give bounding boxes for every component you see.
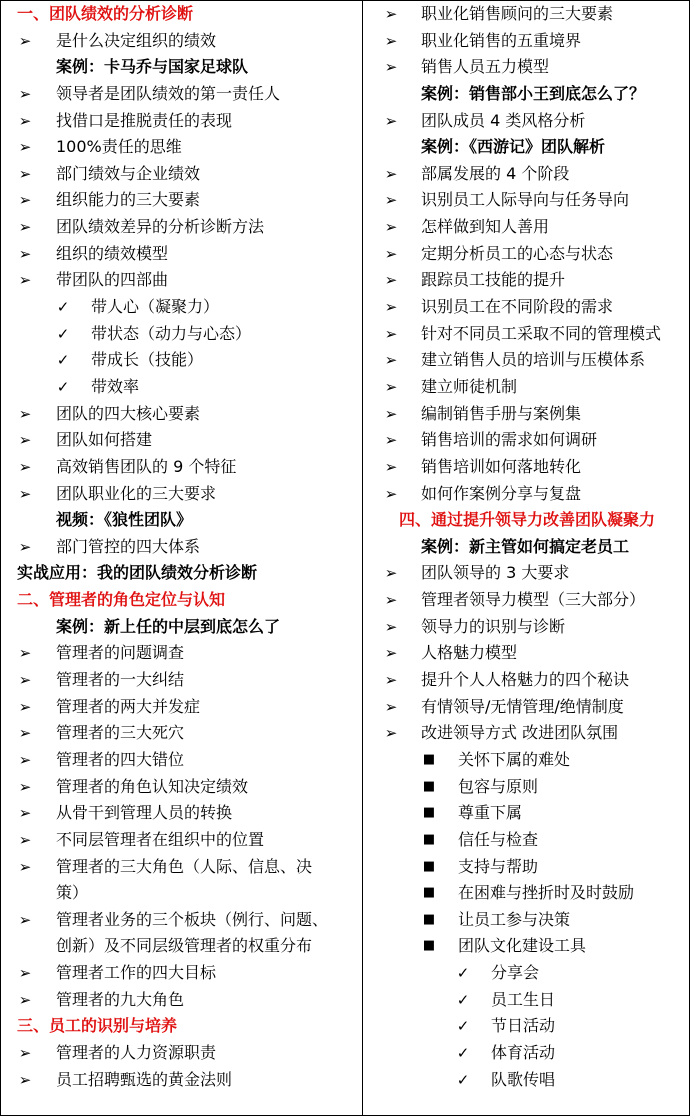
section-heading: 三、员工的识别与培养 <box>17 1016 178 1036</box>
square-bullet-icon: ■ <box>422 911 436 927</box>
outline-line <box>1 374 362 401</box>
outline-line <box>363 1013 690 1040</box>
outline-line <box>363 534 690 561</box>
arrow-bullet-icon: ➢ <box>18 537 32 556</box>
outline-line <box>363 1 690 28</box>
section-heading: 四、通过提升领导力改善团队凝聚力 <box>399 510 656 530</box>
outline-line <box>1 774 362 801</box>
outline-line <box>363 454 690 481</box>
checkmark-icon: ✓ <box>456 1070 470 1089</box>
bullet-item-text: 人格魅力模型 <box>421 643 518 663</box>
section-heading: 一、团队绩效的分析诊断 <box>17 4 194 23</box>
arrow-bullet-icon: ➢ <box>384 271 398 290</box>
case-study-label: 案例：销售部小王到底怎么了？ <box>421 83 646 103</box>
bullet-item-text: 销售人员五力模型 <box>421 57 550 77</box>
bullet-item-text: 团队领导的 3 大要求 <box>421 563 570 583</box>
bullet-item-text: 管理者的四大错位 <box>56 749 185 769</box>
bullet-item-text: 团队成员 4 类风格分析 <box>421 110 586 130</box>
arrow-bullet-icon: ➢ <box>384 298 398 317</box>
bullet-item-text: 销售培训的需求如何调研 <box>421 430 598 450</box>
outline-line <box>363 614 690 641</box>
arrow-bullet-icon: ➢ <box>18 271 32 290</box>
outline-line <box>1 800 362 827</box>
outline-line <box>363 81 690 108</box>
bullet-item-text: 识别员工在不同阶段的需求 <box>421 297 614 317</box>
bullet-item-text: 团队绩效差异的分析诊断方法 <box>56 217 265 237</box>
outline-line <box>363 987 690 1014</box>
arrow-bullet-icon: ➢ <box>18 644 32 663</box>
bullet-item-text: 部属发展的 4 个阶段 <box>421 163 570 183</box>
outline-line <box>363 427 690 454</box>
outline-line <box>363 267 690 294</box>
bullet-item-text: 团队职业化的三大要求 <box>56 483 217 503</box>
square-item-text: 在困难与挫折时及时鼓励 <box>458 883 635 903</box>
square-bullet-icon: ■ <box>422 938 436 954</box>
square-item-text: 团队文化建设工具 <box>458 936 587 956</box>
outline-line <box>1 454 362 481</box>
bullet-item-text: 识别员工人际导向与任务导向 <box>421 190 630 210</box>
arrow-bullet-icon: ➢ <box>18 218 32 237</box>
arrow-bullet-icon: ➢ <box>18 191 32 210</box>
bullet-item-text: 改进领导方式 改进团队氛围 <box>421 723 619 743</box>
arrow-bullet-icon: ➢ <box>384 457 398 476</box>
outline-line <box>363 321 690 348</box>
square-item-text: 关怀下属的难处 <box>458 749 571 769</box>
arrow-bullet-icon: ➢ <box>18 697 32 716</box>
bullet-item-text: 找借口是推脱责任的表现 <box>56 110 233 130</box>
arrow-bullet-icon: ➢ <box>384 591 398 610</box>
bullet-item-text: 部门管控的四大体系 <box>56 536 201 556</box>
bullet-item-text: 员工招聘甄选的黄金法则 <box>56 1069 233 1089</box>
arrow-bullet-icon: ➢ <box>384 5 398 23</box>
case-study-label: 案例：新上任的中层到底怎么了 <box>56 616 281 636</box>
arrow-bullet-icon: ➢ <box>18 164 32 183</box>
outline-line <box>363 720 690 747</box>
outline-line <box>1 481 362 508</box>
bullet-item-text: 跟踪员工技能的提升 <box>421 270 566 290</box>
outline-line <box>363 933 690 960</box>
arrow-bullet-icon: ➢ <box>384 324 398 343</box>
outline-line <box>1 294 362 321</box>
outline-line <box>363 294 690 321</box>
outline-line <box>1 1 362 28</box>
arrow-bullet-icon: ➢ <box>18 1043 32 1062</box>
outline-line <box>363 1067 690 1094</box>
arrow-bullet-icon: ➢ <box>18 724 32 743</box>
case-study-label: 案例：《西游记》团队解析 <box>421 137 606 157</box>
arrow-bullet-icon: ➢ <box>18 777 32 796</box>
arrow-bullet-icon: ➢ <box>18 484 32 503</box>
outline-line <box>363 214 690 241</box>
checkmark-icon: ✓ <box>56 298 70 317</box>
arrow-bullet-icon: ➢ <box>384 31 398 50</box>
case-study-label: 视频：《狼性团队》 <box>56 510 193 530</box>
outline-line <box>1 933 362 960</box>
section-heading: 二、管理者的角色定位与认知 <box>17 590 226 610</box>
arrow-bullet-icon: ➢ <box>18 990 32 1009</box>
item-text-continued: 创新）及不同层级管理者的权重分布 <box>56 936 313 956</box>
outline-line <box>363 907 690 934</box>
outline-line <box>1 534 362 561</box>
bullet-item-text: 编制销售手册与案例集 <box>421 403 582 423</box>
outline-line <box>1 907 362 934</box>
outline-line <box>363 640 690 667</box>
outline-line <box>363 507 690 534</box>
arrow-bullet-icon: ➢ <box>384 564 398 583</box>
bullet-item-text: 定期分析员工的心态与状态 <box>421 243 614 263</box>
bullet-item-text: 怎样做到知人善用 <box>421 217 550 237</box>
arrow-bullet-icon: ➢ <box>384 484 398 503</box>
outline-line <box>1 640 362 667</box>
bullet-item-text: 销售培训如何落地转化 <box>421 456 582 476</box>
bullet-item-text: 部门绩效与企业绩效 <box>56 163 201 183</box>
arrow-bullet-icon: ➢ <box>384 724 398 743</box>
outline-line <box>1 28 362 55</box>
bullet-item-text: 领导者是团队绩效的第一责任人 <box>56 83 281 103</box>
case-study-label: 案例：卡马乔与国家足球队 <box>56 57 249 77</box>
right-column <box>363 1 690 1093</box>
arrow-bullet-icon: ➢ <box>18 1070 32 1089</box>
outline-line <box>1 560 362 587</box>
check-item-text: 队歌传唱 <box>491 1069 556 1089</box>
bullet-item-text: 管理者的三大死穴 <box>56 723 185 743</box>
outline-line <box>363 187 690 214</box>
outline-line <box>363 747 690 774</box>
bullet-item-text: 针对不同员工采取不同的管理模式 <box>421 323 662 343</box>
outline-line <box>363 241 690 268</box>
outline-line <box>363 374 690 401</box>
arrow-bullet-icon: ➢ <box>18 964 32 983</box>
checkmark-icon: ✓ <box>56 324 70 343</box>
outline-line <box>1 694 362 721</box>
square-bullet-icon: ■ <box>422 751 436 767</box>
bullet-item-text: 提升个人人格魅力的四个秘诀 <box>421 670 630 690</box>
left-column <box>1 1 362 1093</box>
outline-line <box>363 560 690 587</box>
outline-line <box>363 347 690 374</box>
bullet-item-text: 从骨干到管理人员的转换 <box>56 803 233 823</box>
outline-line <box>363 108 690 135</box>
bullet-item-text: 领导力的识别与诊断 <box>421 616 566 636</box>
arrow-bullet-icon: ➢ <box>384 617 398 636</box>
outline-line <box>1 187 362 214</box>
bullet-item-text: 团队如何搭建 <box>56 430 153 450</box>
arrow-bullet-icon: ➢ <box>18 671 32 690</box>
arrow-bullet-icon: ➢ <box>18 111 32 130</box>
arrow-bullet-icon: ➢ <box>384 191 398 210</box>
bullet-item-text: 管理者工作的四大目标 <box>56 963 217 983</box>
arrow-bullet-icon: ➢ <box>18 31 32 50</box>
outline-line <box>363 800 690 827</box>
bullet-item-text: 管理者的人力资源职责 <box>56 1042 217 1062</box>
arrow-bullet-icon: ➢ <box>384 244 398 263</box>
square-bullet-icon: ■ <box>422 858 436 874</box>
arrow-bullet-icon: ➢ <box>18 457 32 476</box>
outline-line <box>1 747 362 774</box>
bullet-item-text: 团队的四大核心要素 <box>56 403 201 423</box>
outline-line <box>1 81 362 108</box>
check-item-text: 体育活动 <box>491 1042 556 1062</box>
applied-practice-heading: 实战应用：我的团队绩效分析诊断 <box>17 563 258 583</box>
outline-line <box>1 267 362 294</box>
outline-line <box>363 694 690 721</box>
square-item-text: 信任与检查 <box>458 829 539 849</box>
outline-line <box>363 161 690 188</box>
outline-line <box>363 774 690 801</box>
checkmark-icon: ✓ <box>456 1043 470 1062</box>
arrow-bullet-icon: ➢ <box>18 431 32 450</box>
arrow-bullet-icon: ➢ <box>18 857 32 876</box>
outline-line <box>1 347 362 374</box>
outline-line <box>363 880 690 907</box>
bullet-item-text: 不同层管理者在组织中的位置 <box>56 829 265 849</box>
square-item-text: 尊重下属 <box>458 803 523 823</box>
bullet-item-text: 管理者业务的三个板块（例行、问题、 <box>56 909 329 929</box>
arrow-bullet-icon: ➢ <box>384 111 398 130</box>
arrow-bullet-icon: ➢ <box>384 697 398 716</box>
outline-line <box>1 321 362 348</box>
outline-line <box>363 54 690 81</box>
bullet-item-text: 管理者的三大角色（人际、信息、决 <box>56 856 313 876</box>
bullet-item-text: 高效销售团队的 9 个特征 <box>56 456 237 476</box>
outline-line <box>1 427 362 454</box>
bullet-item-text: 100%责任的思维 <box>56 137 182 157</box>
bullet-item-text: 管理者的一大纠结 <box>56 670 185 690</box>
bullet-item-text: 职业化销售顾问的三大要素 <box>421 4 614 23</box>
bullet-item-text: 组织能力的三大要素 <box>56 190 201 210</box>
outline-line <box>1 1067 362 1094</box>
arrow-bullet-icon: ➢ <box>18 804 32 823</box>
check-item-text: 带状态（动力与心态） <box>91 323 252 343</box>
item-text-continued: 策） <box>56 883 89 903</box>
square-bullet-icon: ■ <box>422 831 436 847</box>
bullet-item-text: 是什么决定组织的绩效 <box>56 30 217 50</box>
outline-line <box>1 720 362 747</box>
square-item-text: 让员工参与决策 <box>458 909 571 929</box>
arrow-bullet-icon: ➢ <box>384 58 398 77</box>
checkmark-icon: ✓ <box>456 990 470 1009</box>
arrow-bullet-icon: ➢ <box>384 644 398 663</box>
outline-line <box>1 507 362 534</box>
check-item-text: 带效率 <box>91 376 140 396</box>
outline-line <box>1 134 362 161</box>
bullet-item-text: 建立销售人员的培训与压模体系 <box>421 350 646 370</box>
bullet-item-text: 建立师徒机制 <box>421 376 518 396</box>
arrow-bullet-icon: ➢ <box>384 404 398 423</box>
outline-line <box>1 401 362 428</box>
bullet-item-text: 管理者的两大并发症 <box>56 696 201 716</box>
check-item-text: 带人心（凝聚力） <box>91 297 220 317</box>
outline-line <box>1 880 362 907</box>
check-item-text: 员工生日 <box>491 989 556 1009</box>
outline-line <box>1 1040 362 1067</box>
checkmark-icon: ✓ <box>456 964 470 983</box>
arrow-bullet-icon: ➢ <box>384 377 398 396</box>
outline-line <box>1 1013 362 1040</box>
square-item-text: 支持与帮助 <box>458 856 539 876</box>
outline-line <box>1 108 362 135</box>
arrow-bullet-icon: ➢ <box>384 431 398 450</box>
arrow-bullet-icon: ➢ <box>18 750 32 769</box>
square-bullet-icon: ■ <box>422 778 436 794</box>
arrow-bullet-icon: ➢ <box>384 351 398 370</box>
bullet-item-text: 组织的绩效模型 <box>56 243 169 263</box>
checkmark-icon: ✓ <box>56 377 70 396</box>
bullet-item-text: 管理者领导力模型（三大部分） <box>421 590 646 610</box>
check-item-text: 节日活动 <box>491 1016 556 1036</box>
arrow-bullet-icon: ➢ <box>18 84 32 103</box>
outline-line <box>363 667 690 694</box>
square-bullet-icon: ■ <box>422 805 436 821</box>
square-item-text: 包容与原则 <box>458 776 539 796</box>
bullet-item-text: 职业化销售的五重境界 <box>421 30 582 50</box>
arrow-bullet-icon: ➢ <box>18 244 32 263</box>
outline-line <box>1 54 362 81</box>
arrow-bullet-icon: ➢ <box>18 830 32 849</box>
checkmark-icon: ✓ <box>56 351 70 370</box>
outline-line <box>363 960 690 987</box>
outline-line <box>1 987 362 1014</box>
outline-line <box>363 1040 690 1067</box>
outline-line <box>1 161 362 188</box>
outline-line <box>363 134 690 161</box>
checkmark-icon: ✓ <box>456 1017 470 1036</box>
outline-line <box>363 401 690 428</box>
outline-line <box>363 28 690 55</box>
outline-line <box>363 827 690 854</box>
arrow-bullet-icon: ➢ <box>384 218 398 237</box>
bullet-item-text: 管理者的问题调查 <box>56 643 185 663</box>
outline-line <box>1 854 362 881</box>
outline-line <box>1 960 362 987</box>
check-item-text: 分享会 <box>491 963 540 983</box>
outline-line <box>363 854 690 881</box>
outline-line <box>1 214 362 241</box>
bullet-item-text: 管理者的角色认知决定绩效 <box>56 776 249 796</box>
square-bullet-icon: ■ <box>422 885 436 901</box>
outline-line <box>363 587 690 614</box>
outline-line <box>1 241 362 268</box>
outline-line <box>1 827 362 854</box>
outline-line <box>1 614 362 641</box>
arrow-bullet-icon: ➢ <box>18 910 32 929</box>
arrow-bullet-icon: ➢ <box>18 138 32 157</box>
bullet-item-text: 如何作案例分享与复盘 <box>421 483 582 503</box>
outline-line <box>1 667 362 694</box>
arrow-bullet-icon: ➢ <box>18 404 32 423</box>
bullet-item-text: 带团队的四部曲 <box>56 270 169 290</box>
bullet-item-text: 有情领导/无情管理/绝情制度 <box>421 696 624 716</box>
case-study-label: 案例：新主管如何搞定老员工 <box>421 536 630 556</box>
bullet-item-text: 管理者的九大角色 <box>56 989 185 1009</box>
outline-line <box>363 481 690 508</box>
check-item-text: 带成长（技能） <box>91 350 204 370</box>
arrow-bullet-icon: ➢ <box>384 164 398 183</box>
outline-line <box>1 587 362 614</box>
arrow-bullet-icon: ➢ <box>384 671 398 690</box>
